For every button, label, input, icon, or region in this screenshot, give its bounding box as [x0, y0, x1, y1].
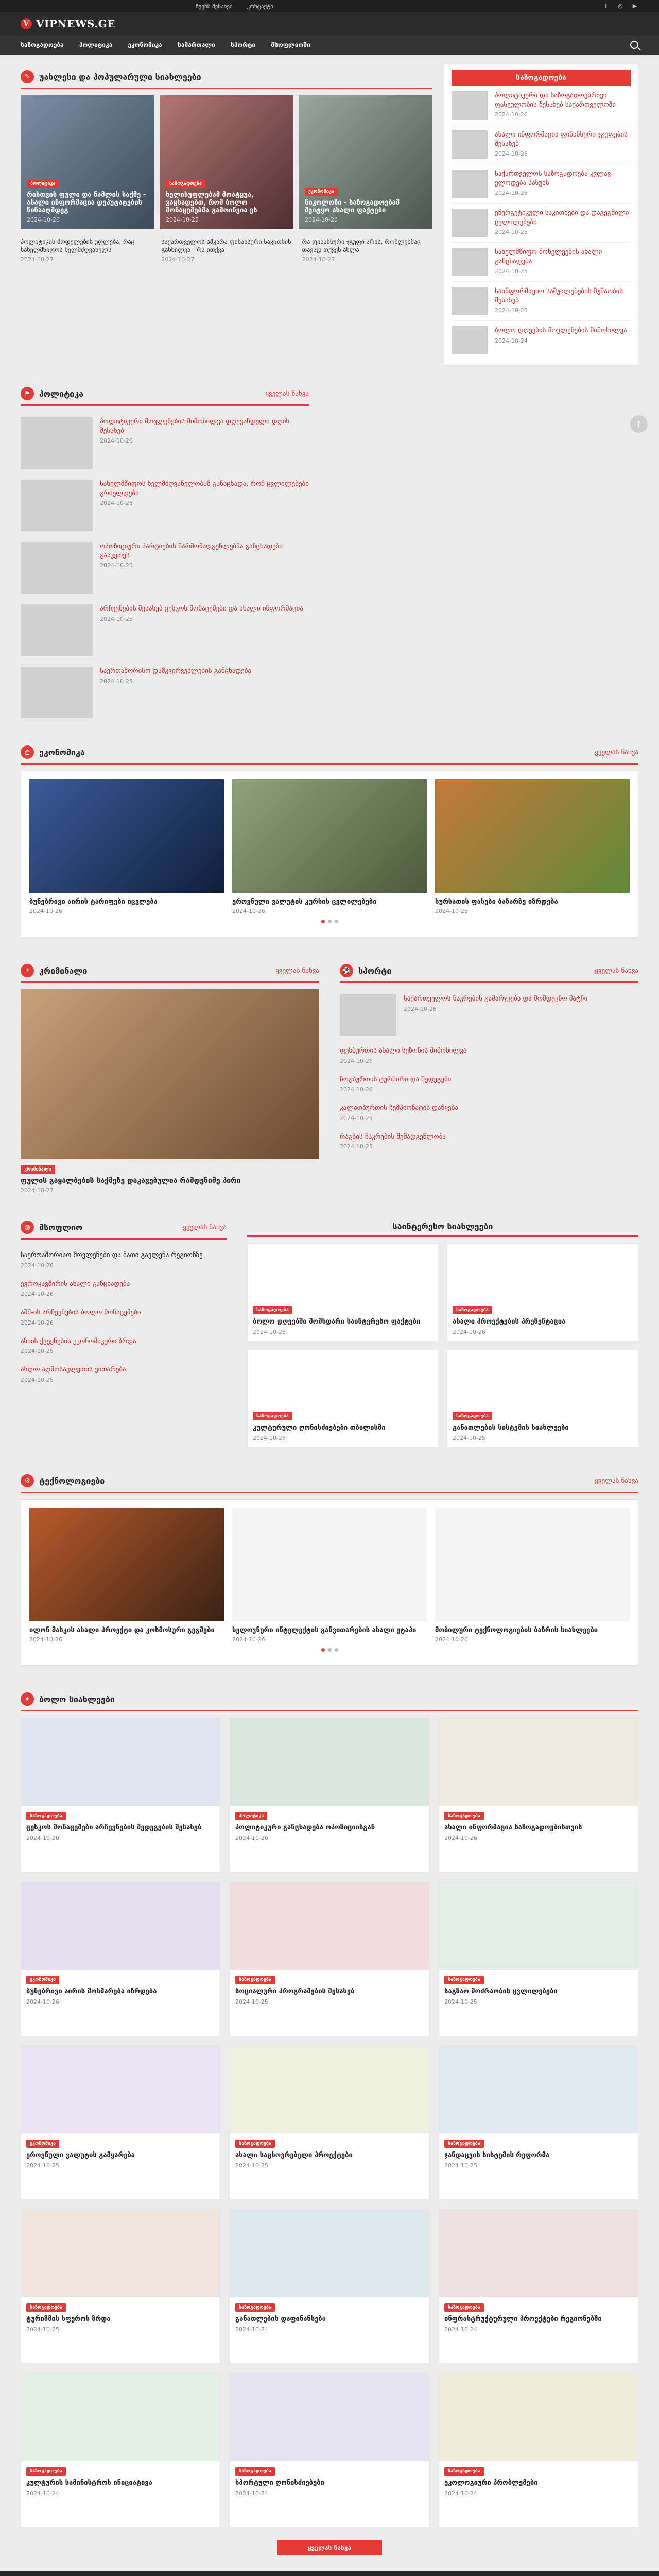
logo-bar [0, 12, 659, 35]
popular-item-date: 2024-10-24 [495, 337, 528, 344]
thumbnail[interactable] [21, 667, 93, 718]
world-item-date: 2024-10-26 [21, 1291, 54, 1298]
carousel-dots[interactable] [29, 1648, 630, 1652]
popular-item-date: 2024-10-25 [495, 307, 528, 314]
card-image[interactable] [21, 2210, 220, 2297]
latest-card-title[interactable]: ჯანდაცვის სისტემის რეფორმა [444, 2151, 550, 2159]
world-item-date: 2024-10-25 [21, 1348, 54, 1355]
logo-mark-icon: V [21, 18, 32, 29]
hero-card-title[interactable]: ხელისუფლებამ მოატყუა, ვაცხადებთ, რომ ბოლო მონაცემებმა გამოიწვია ეს [166, 191, 257, 214]
footer [0, 2571, 659, 2576]
category-tag[interactable]: საზოგადოება [235, 1976, 275, 1984]
nav-item-politics[interactable]: პოლიტიკა [79, 41, 113, 48]
politics-icon: ⚑ [21, 387, 34, 400]
interesting-card[interactable] [447, 1243, 638, 1341]
main-nav [0, 35, 659, 55]
load-more-button[interactable]: ყველას ნახვა [277, 2540, 382, 2555]
category-tag[interactable]: პოლიტიკა [27, 180, 59, 188]
section-divider [21, 1238, 227, 1240]
economy-icon: ₾ [21, 745, 34, 759]
section-divider [21, 981, 319, 983]
sport-item-title[interactable]: ჩოგბურთის ტურნირი და შედეგები [340, 1075, 452, 1083]
sport-item-title[interactable]: საქართველოს ნაკრების გამარჯვება და მომდევნო მატჩი [404, 995, 588, 1003]
latest-card-title[interactable]: ბუნებრივი აირის მოხმარება იზრდება [26, 1988, 157, 1995]
popular-sidebar-title: საზოგადოება [452, 70, 631, 86]
topbar-link-about[interactable]: ჩვენს შესახებ [196, 3, 233, 10]
sport-item-title[interactable]: რაგბის ნაკრების შემადგენლობა [340, 1132, 446, 1141]
world-title: მსოფლიო [39, 1222, 83, 1232]
latest-card-title[interactable]: ეროვნული ვალუტის გამყარება [26, 2151, 135, 2159]
category-tag[interactable]: ეკონომიკა [26, 2140, 59, 2148]
sport-item-date: 2024-10-26 [340, 1086, 373, 1093]
category-tag[interactable]: საზოგადოება [26, 1812, 66, 1820]
nav-item-economy[interactable]: ეკონომიკა [128, 41, 162, 48]
world-item-date: 2024-10-25 [21, 1376, 54, 1383]
latest-card-title[interactable]: კულტურის სამინისტროს ინიციატივა [26, 2479, 152, 2487]
latest-card-title[interactable]: სოციალური პროგრამების შესახებ [235, 1988, 355, 1995]
latest-card-date: 2024-10-25 [444, 2162, 477, 2169]
popular-item-title[interactable]: პოლიტიკური და საზოგადოებრივი ფასეულობის შესახებ საქართველოში [495, 92, 616, 109]
latest-card[interactable] [230, 2373, 429, 2528]
latest-grid [21, 1718, 638, 2528]
politics-item-title[interactable]: სახელმწიფოს ხელმძღვანელობამ განაცხადა, რომ ცვლილებები გრძელდება [100, 480, 309, 497]
latest-card-date: 2024-10-24 [444, 2489, 477, 2497]
latest-card[interactable] [230, 1718, 429, 1872]
popular-item-title[interactable]: ახალი ინფორმაცია ფინანსური ჯგუფების შესახებ [495, 131, 628, 148]
tech-card-date: 2024-10-26 [232, 1636, 265, 1643]
hero-section-title: უახლესი და პოპულარული სიახლეები [39, 72, 201, 82]
world-item-title[interactable]: ევროკავშირის ახალი განცხადება [21, 1280, 130, 1288]
carousel-dot[interactable] [321, 920, 325, 923]
politics-item-date: 2024-10-26 [100, 500, 133, 507]
latest-card-date: 2024-10-26 [26, 1834, 59, 1841]
world-item-date: 2024-10-26 [21, 1319, 54, 1326]
category-tag[interactable]: საზოგადოება [444, 2140, 484, 2148]
card-image[interactable] [439, 2374, 638, 2461]
category-tag[interactable]: საზოგადოება [444, 1812, 484, 1820]
interesting-card-title[interactable]: კულტურული ღონისძიებები თბილისში [253, 1424, 386, 1432]
hero-card-date: 2024-10-26 [305, 216, 338, 223]
search-icon[interactable] [630, 41, 638, 49]
thumbnail[interactable] [452, 170, 488, 198]
card-image[interactable] [232, 1508, 427, 1621]
latest-card[interactable] [230, 2045, 429, 2200]
latest-card[interactable] [230, 2209, 429, 2364]
tech-card-title[interactable]: ხელოვნური ინტელექტის განვითარების ახალი ეტაპი [232, 1626, 417, 1634]
hero-card-title[interactable]: რისთვის ფული და წამლის საქმე - ახალი ინფორმაცია დეპუტატების წინააღმდეგ [27, 191, 146, 214]
category-tag[interactable]: პოლიტიკა [235, 1812, 267, 1820]
interesting-card-title[interactable]: ახალი პროექტების პრეზენტაცია [453, 1318, 566, 1326]
latest-card[interactable] [439, 1718, 638, 1872]
category-tag[interactable]: საზოგადოება [444, 2467, 484, 2476]
politics-item-title[interactable]: პოლიტიკური მოვლენების მიმოხილვა დღევანდელი დღის შესახებ [100, 418, 290, 435]
latest-card-title[interactable]: ტურიზმის სფეროს ზრდა [26, 2315, 111, 2323]
interesting-card[interactable] [247, 1243, 439, 1341]
popular-item-title[interactable]: საქართველოს საზოგადოება კვლავ ელოდება პასუხს [495, 170, 611, 187]
section-divider [247, 1235, 638, 1237]
thumbnail[interactable] [452, 130, 488, 159]
tech-card[interactable] [435, 1508, 630, 1643]
nav-item-world[interactable]: მსოფლიოში [271, 41, 310, 48]
popular-item-title[interactable]: სახელმწიფო მოხელეების ახალი განცხადება [495, 248, 602, 265]
popular-sidebar [444, 64, 638, 365]
interesting-card-date: 2024-10-26 [253, 1435, 286, 1442]
tech-card[interactable] [232, 1508, 427, 1643]
category-tag[interactable]: საზოგადოება [453, 1412, 492, 1420]
hero-card[interactable] [299, 95, 432, 229]
sport-icon: ⚽ [340, 964, 353, 977]
category-tag[interactable]: ეკონომიკა [305, 188, 338, 196]
economy-card[interactable] [232, 779, 427, 914]
crime-icon: ⚡ [21, 964, 34, 977]
card-image[interactable] [21, 1718, 220, 1806]
crime-card-date: 2024-10-27 [21, 1187, 54, 1194]
latest-card-date: 2024-10-25 [26, 2162, 59, 2169]
scroll-top-button[interactable]: ↑ [630, 415, 648, 433]
hero-card[interactable] [160, 95, 293, 229]
sport-item-date: 2024-10-25 [340, 1114, 373, 1122]
latest-card-date: 2024-10-24 [444, 2326, 477, 2333]
globe-icon: ◍ [21, 1221, 34, 1234]
hero-sub-date: 2024-10-27 [302, 256, 335, 263]
latest-card-date: 2024-10-26 [444, 1834, 477, 1841]
interesting-card-title[interactable]: განათლების სისტემის სიახლეები [453, 1424, 569, 1432]
topbar-link-contact[interactable]: კონტაქტი [247, 3, 273, 10]
latest-card-date: 2024-10-26 [26, 1998, 59, 2005]
economy-title: ეკონომიკა [39, 747, 85, 757]
nav-item-sport[interactable]: სპორტი [231, 41, 256, 48]
crime-more-link[interactable]: ყველას ნახვა [275, 967, 319, 975]
tech-card-date: 2024-10-26 [29, 1636, 62, 1643]
popular-item-date: 2024-10-26 [495, 150, 528, 158]
thumbnail[interactable] [21, 604, 93, 656]
popular-item-date: 2024-10-26 [495, 111, 528, 118]
latest-card[interactable] [21, 1718, 220, 1872]
category-tag[interactable]: კრიმინალი [21, 1165, 55, 1174]
latest-card-date: 2024-10-26 [235, 1834, 268, 1841]
category-tag[interactable]: საზოგადოება [453, 1306, 492, 1314]
section-divider [21, 88, 432, 89]
world-more-link[interactable]: ყველას ნახვა [183, 1223, 227, 1231]
hero-sub-item[interactable] [302, 238, 432, 263]
latest-card[interactable] [21, 1882, 220, 2036]
section-divider [21, 1492, 638, 1493]
card-image[interactable] [435, 779, 630, 893]
latest-card[interactable] [21, 2373, 220, 2528]
category-tag[interactable]: საზოგადოება [253, 1306, 292, 1314]
card-image[interactable] [439, 2210, 638, 2297]
sport-item-date: 2024-10-26 [340, 1057, 373, 1064]
card-image[interactable] [230, 2374, 429, 2461]
category-tag[interactable]: საზოგადოება [444, 1976, 484, 1984]
category-tag[interactable]: საზოგადოება [253, 1412, 292, 1420]
interesting-card-date: 2024-10-25 [453, 1435, 485, 1442]
thumbnail[interactable] [452, 287, 488, 315]
latest-card-title[interactable]: ინფრასტრუქტურული პროექტები რეგიონებში [444, 2315, 602, 2323]
thumbnail[interactable] [452, 326, 488, 354]
latest-card[interactable] [439, 2045, 638, 2200]
carousel-dot[interactable] [321, 1648, 325, 1652]
sport-item-title[interactable]: კალათბურთის ჩემპიონატის დაწყება [340, 1104, 458, 1112]
card-image[interactable] [21, 2374, 220, 2461]
hero-sub-date: 2024-10-27 [161, 256, 195, 263]
sport-item-title[interactable]: ფეხბურთის ახალი სეზონის მიმოხილვა [340, 1047, 467, 1055]
latest-card-title[interactable]: საგზაო მოძრაობის ცვლილებები [444, 1988, 558, 1995]
carousel-dot[interactable] [328, 920, 332, 923]
latest-title: ბოლო სიახლეები [39, 1694, 115, 1704]
hero-sub-title[interactable]: პოლიტიკის მოდელების უფლება, რაც სახელმწიფოს ხელმძღვანელს [21, 238, 135, 254]
carousel-dot[interactable] [328, 1648, 332, 1652]
tech-more-link[interactable]: ყველას ნახვა [595, 1477, 638, 1485]
hero-sub-item[interactable] [21, 238, 151, 263]
latest-card-title[interactable]: პოლიტიკური განცხადება ოპოზიციისგან [235, 1824, 375, 1832]
card-image[interactable] [435, 1508, 630, 1621]
nav-item-law[interactable]: სამართალი [177, 41, 215, 48]
top-bar [0, 0, 659, 12]
interesting-card[interactable] [247, 1349, 439, 1447]
carousel-dot[interactable] [335, 1648, 338, 1652]
card-image[interactable] [29, 1508, 224, 1621]
category-tag[interactable]: საზოგადოება [444, 2303, 484, 2312]
interesting-card-date: 2024-10-26 [253, 1329, 286, 1335]
card-image[interactable] [21, 1882, 220, 1970]
latest-card-title[interactable]: სპორტული ღონისძიებები [235, 2479, 324, 2487]
category-tag[interactable]: საზოგადოება [166, 180, 205, 188]
card-image[interactable] [439, 1718, 638, 1806]
hero-sub-item[interactable] [161, 238, 291, 263]
category-tag[interactable]: საზოგადოება [235, 2140, 275, 2148]
card-image[interactable] [439, 2046, 638, 2133]
card-image[interactable] [232, 779, 427, 893]
economy-card-title[interactable]: ბუნებრივი აირის ტარიფები იცვლება [29, 898, 158, 906]
popular-item-date: 2024-10-26 [495, 190, 528, 197]
politics-item-date: 2024-10-25 [100, 615, 133, 622]
tech-title: ტექნოლოგიები [39, 1476, 105, 1486]
instagram-icon[interactable]: ◎ [618, 3, 623, 9]
hero-sub-date: 2024-10-27 [21, 256, 54, 263]
latest-card-date: 2024-10-25 [444, 1998, 477, 2005]
sport-item-date: 2024-10-25 [340, 1143, 373, 1150]
card-image[interactable] [21, 2046, 220, 2133]
economy-card-date: 2024-10-26 [29, 908, 62, 914]
card-image[interactable] [439, 1882, 638, 1970]
thumbnail[interactable] [21, 480, 93, 531]
latest-card-title[interactable]: ახალი საცხოვრებელი პროექტები [235, 2151, 353, 2159]
hero-card-title[interactable]: ნიკოლოზი - საზოგადოებამ შეიტყო ახალი ფაქტები [305, 199, 400, 214]
latest-card-date: 2024-10-24 [235, 2326, 268, 2333]
latest-news-icon: ✦ [21, 1692, 34, 1706]
card-image[interactable] [230, 2046, 429, 2133]
card-image[interactable] [230, 2210, 429, 2297]
sport-item-date: 2024-10-26 [404, 1005, 437, 1012]
facebook-icon[interactable]: f [605, 3, 607, 9]
latest-card-date: 2024-10-25 [235, 1998, 268, 2005]
hero-sub-title[interactable]: რა ფინანსური ჯგუფი არის, რომლებმაც თავად თქვეს ახლა [302, 238, 421, 254]
youtube-icon[interactable]: ▶ [632, 3, 637, 9]
politics-more-link[interactable]: ყველას ნახვა [265, 389, 309, 398]
politics-item-title[interactable]: არჩევნების შესახებ ცესკოს მონაცემები და ახალი ინფორმაცია [100, 605, 303, 613]
economy-card-date: 2024-10-26 [435, 908, 468, 914]
thumbnail[interactable] [21, 542, 93, 594]
carousel-dots[interactable] [29, 920, 630, 923]
social-links [602, 3, 638, 10]
world-item-title[interactable]: საერთაშორისო მოვლენები და მათი გავლენა რეგიონზე [21, 1251, 203, 1259]
latest-card-date: 2024-10-24 [235, 2489, 268, 2497]
hero-card-date: 2024-10-26 [27, 216, 60, 223]
popular-item-title[interactable]: ბოლო დღეების მოვლენების მიმოხილვა [495, 327, 627, 334]
popular-item-title[interactable]: ენერგეტიკული საკითხები და დაგეგმილი ცვლილებები [495, 209, 629, 226]
latest-card[interactable] [21, 2209, 220, 2364]
tech-card-title[interactable]: მობილური ტექნოლოგიების ბაზრის სიახლეები [435, 1626, 598, 1634]
hero-sub-title[interactable]: საქართველოს აშკარა ფინანსური საკითხის განხილვა - რა ითქვა [161, 238, 291, 254]
nav-item-society[interactable]: საზოგადოება [21, 41, 64, 48]
sport-more-link[interactable]: ყველას ნახვა [595, 967, 638, 975]
news-icon: ✎ [21, 70, 34, 83]
interesting-card-title[interactable]: ბოლო დღეებში მომხდარი საინტერესო ფაქტები [253, 1318, 421, 1326]
world-item-title[interactable]: აშშ-ის არჩევნების ბოლო მონაცემები [21, 1309, 141, 1317]
card-image[interactable] [230, 1882, 429, 1970]
section-divider [340, 981, 638, 983]
latest-card-date: 2024-10-25 [26, 2326, 59, 2333]
popular-item-date: 2024-10-25 [495, 268, 528, 275]
thumbnail[interactable] [452, 91, 488, 120]
interesting-title: საინტერესო სიახლეები [392, 1222, 493, 1231]
latest-card[interactable] [21, 2045, 220, 2200]
economy-card-date: 2024-10-26 [232, 908, 265, 914]
latest-card-title[interactable]: ახალი ინფორმაცია საზოგადოებისთვის [444, 1824, 582, 1832]
latest-card-title[interactable]: განათლების დაფინანსება [235, 2315, 326, 2323]
latest-card[interactable] [439, 2373, 638, 2528]
economy-card-title[interactable]: ეროვნული ვალუტის კურსის ცვლილებები [232, 898, 377, 906]
tech-icon: ⚙ [21, 1474, 34, 1487]
card-image[interactable] [230, 1718, 429, 1806]
carousel-dot[interactable] [335, 920, 338, 923]
interesting-card-date: 2024-10-26 [453, 1329, 485, 1335]
crime-card-title[interactable]: ფულის გაყალბების საქმეზე დაკავებულია რამდენიმე პირი [21, 1177, 241, 1185]
thumbnail[interactable] [21, 417, 93, 469]
category-tag[interactable]: საზოგადოება [235, 2467, 275, 2476]
latest-card[interactable] [230, 1882, 429, 2036]
politics-item-date: 2024-10-25 [100, 677, 133, 685]
crime-title: კრიმინალი [39, 965, 88, 976]
sport-title: სპორტი [358, 965, 392, 976]
section-divider [21, 1710, 638, 1711]
thumbnail[interactable] [452, 209, 488, 237]
economy-card[interactable] [29, 779, 224, 914]
hero-card-date: 2024-10-25 [166, 216, 199, 223]
world-item-date: 2024-10-26 [21, 1262, 54, 1269]
card-image[interactable] [29, 779, 224, 893]
latest-card[interactable] [439, 2209, 638, 2364]
economy-card-title[interactable]: სურსათის ფასები ბაზარზე იზრდება [435, 898, 558, 906]
latest-card-date: 2024-10-25 [235, 2162, 268, 2169]
latest-card-title[interactable]: ცესკოს მონაცემები არჩევნების შედეგების შესახებ [26, 1824, 202, 1832]
category-tag[interactable]: საზოგადოება [26, 2467, 66, 2476]
latest-card-title[interactable]: ეკოლოგიური პრობლემები [444, 2479, 538, 2487]
tech-card-date: 2024-10-26 [435, 1636, 468, 1643]
section-divider [21, 404, 309, 406]
politics-item-title[interactable]: ოპოზიციური პარტიების წარმომადგენლებმა განცხადება გააკეთეს [100, 543, 283, 560]
politics-item-date: 2024-10-25 [100, 562, 133, 569]
site-logo[interactable] [21, 18, 115, 30]
interesting-card[interactable] [447, 1349, 638, 1447]
latest-card-date: 2024-10-24 [26, 2489, 59, 2497]
category-tag[interactable]: ეკონომიკა [26, 1976, 59, 1984]
thumbnail[interactable] [452, 248, 488, 276]
site-name: VIPNEWS.GE [36, 18, 115, 30]
politics-title: პოლიტიკა [39, 388, 84, 399]
category-tag[interactable]: საზოგადოება [26, 2303, 66, 2312]
economy-card[interactable] [435, 779, 630, 914]
world-item-title[interactable]: აზიის ქვეყნების ეკონომიკური ზრდა [21, 1337, 136, 1345]
hero-card[interactable] [21, 95, 154, 229]
crime-card-image[interactable] [21, 989, 319, 1159]
category-tag[interactable]: საზოგადოება [235, 2303, 275, 2312]
tech-card-title[interactable]: ილონ მასკის ახალი პროექტი და კოსმოსური გეგმები [29, 1626, 215, 1634]
economy-more-link[interactable]: ყველას ნახვა [595, 748, 638, 756]
politics-item-date: 2024-10-26 [100, 437, 133, 445]
tech-card[interactable] [29, 1508, 224, 1643]
section-divider [21, 763, 638, 765]
popular-item-date: 2024-10-25 [495, 229, 528, 236]
politics-item-title[interactable]: საერთაშორისო დამკვირვებლების განცხადება [100, 667, 252, 675]
thumbnail[interactable] [340, 994, 396, 1036]
latest-card[interactable] [439, 1882, 638, 2036]
world-item-title[interactable]: ახლო აღმოსავლეთის ვითარება [21, 1366, 126, 1374]
popular-item-title[interactable]: საინფორმაციო საშუალებების მუშაობის შესახებ [495, 287, 623, 304]
